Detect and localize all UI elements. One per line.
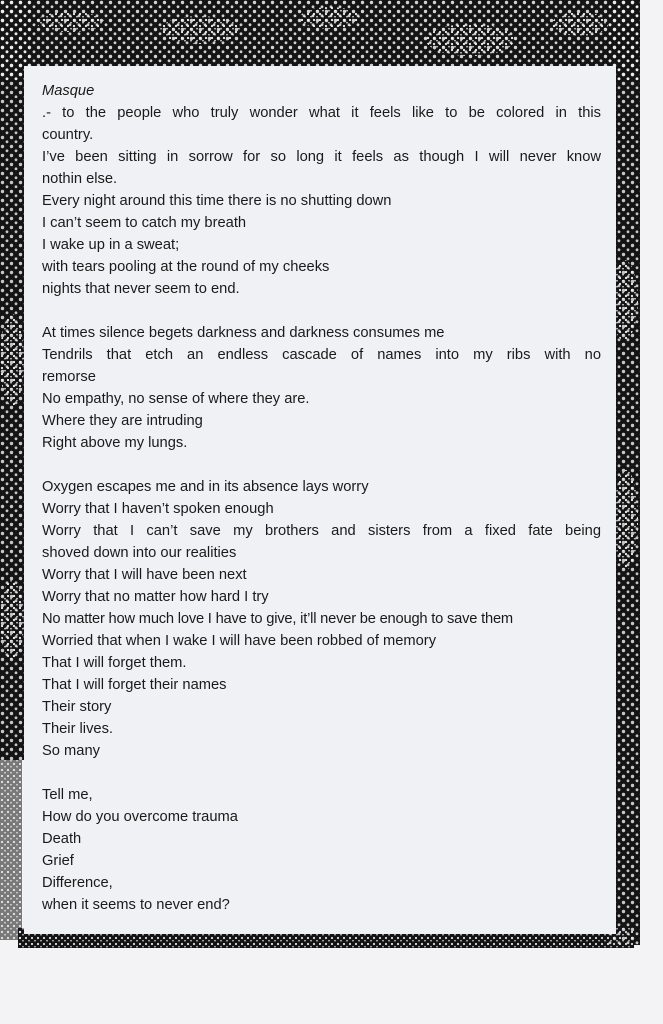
poem-line: with tears pooling at the round of my cheeks <box>42 259 330 275</box>
poem-line: Every night around this time there is no shutting down <box>42 193 392 209</box>
poem-line: Tell me, <box>42 787 93 803</box>
poem-line: Worry that no matter how hard I try <box>42 589 269 605</box>
poem-line: Their lives. <box>42 721 114 737</box>
poem-line: That I will forget them. <box>42 655 187 671</box>
poem-line: I’ve been sitting in sorrow for so long it feels as though I will never know <box>42 149 601 165</box>
poem-line: Grief <box>42 853 74 869</box>
poem-line: Worried that when I wake I will have been robbed of memory <box>42 633 437 649</box>
poem-line: Right above my lungs. <box>42 435 188 451</box>
poem-line: I can’t seem to catch my breath <box>42 215 247 231</box>
stanza-break <box>42 300 601 322</box>
poem-line: .- to the people who truly wonder what it feels like to be colored in this <box>42 105 601 121</box>
poem-line: I wake up in a sweat; <box>42 237 180 253</box>
poem-line: country. <box>42 127 94 143</box>
poem-line: Worry that I haven’t spoken enough <box>42 501 274 517</box>
poem-line: So many <box>42 743 100 759</box>
poem-line: At times silence begets darkness and darkness consumes me <box>42 325 445 341</box>
poem-line: Their story <box>42 699 112 715</box>
poem-line: Oxygen escapes me and in its absence lays worry <box>42 479 369 495</box>
poem-line: Death <box>42 831 82 847</box>
poem-line: Where they are intruding <box>42 413 203 429</box>
stanza-break <box>42 454 601 476</box>
poem-line: Tendrils that etch an endless cascade of names into my ribs with no <box>42 347 601 363</box>
poem-line: Worry that I can’t save my brothers and sisters from a fixed fate being <box>42 523 601 539</box>
poem-line: Difference, <box>42 875 113 891</box>
poem-line: No empathy, no sense of where they are. <box>42 391 310 407</box>
poem-line: How do you overcome trauma <box>42 809 238 825</box>
poem-line: nothin else. <box>42 171 118 187</box>
poem-title: Masque <box>42 83 95 99</box>
poem-panel <box>24 66 616 934</box>
poem-line: No matter how much love I have to give, it’ll never be enough to save them <box>42 611 513 627</box>
poem-line: remorse <box>42 369 96 385</box>
poem-line: That I will forget their names <box>42 677 227 693</box>
poem-line: shoved down into our realities <box>42 545 237 561</box>
stanza-break <box>42 762 601 784</box>
poem-line: nights that never seem to end. <box>42 281 240 297</box>
poem-line: Worry that I will have been next <box>42 567 247 583</box>
poem-line: when it seems to never end? <box>42 897 230 913</box>
